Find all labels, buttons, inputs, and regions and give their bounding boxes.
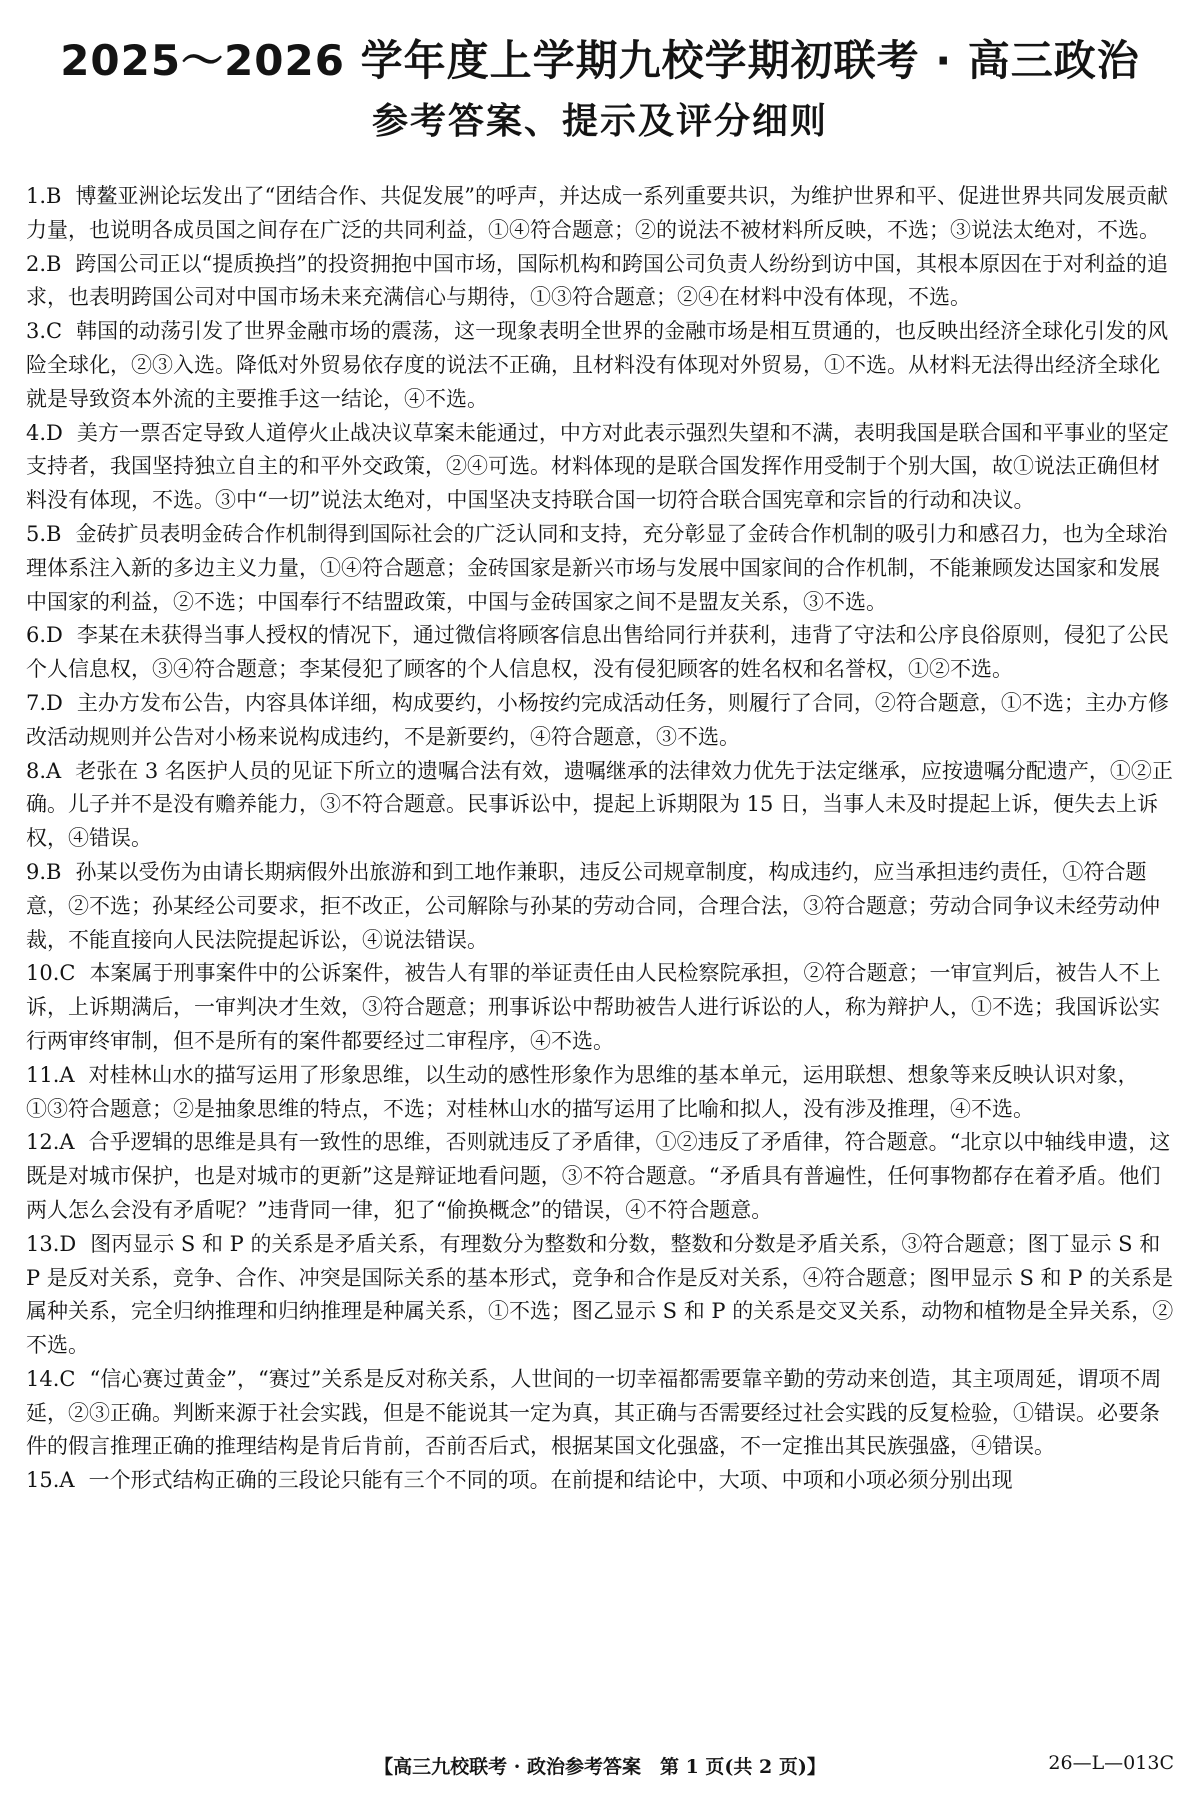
answer-item bbox=[26, 619, 1174, 687]
question-number: 8. bbox=[26, 758, 47, 783]
question-number: 7. bbox=[26, 690, 47, 715]
question-number: 13. bbox=[26, 1231, 60, 1256]
answer-explanation: 一个形式结构正确的三段论只能有三个不同的项。在前提和结论中，大项、中项和小项必须分别出现 bbox=[88, 1468, 1013, 1493]
question-number: 6. bbox=[26, 623, 47, 648]
answer-letter: A bbox=[46, 758, 62, 783]
answer-item bbox=[26, 180, 1174, 248]
answer-item bbox=[26, 856, 1174, 957]
answer-letter: D bbox=[59, 1231, 77, 1256]
answer-item bbox=[26, 417, 1174, 518]
answer-explanation: 金砖扩员表明金砖合作机制得到国际社会的广泛认同和支持，充分彰显了金砖合作机制的吸引力和感召力，也为全球治理体系注入新的多边主义力量，①④符合题意；金砖国家是新兴市场与发展中国家间的合作机制，不能兼顾发达国家和发展中国家的利益，②不选；中国奉行不结盟政策，中国与金砖国家之间不是盟友关系，③不选。 bbox=[26, 521, 1168, 614]
answer-item bbox=[26, 1228, 1174, 1363]
answer-explanation: 主办方发布公告，内容具体详细，构成要约，小杨按约完成活动任务，则履行了合同，②符合题意，①不选；主办方修改活动规则并公告对小杨来说构成违约，不是新要约，④符合题意，③不选。 bbox=[26, 690, 1169, 749]
answer-explanation: 孙某以受伤为由请长期病假外出旅游和到工地作兼职，违反公司规章制度，构成违约，应当承担违约责任，①符合题意，②不选；孙某经公司要求，拒不改正，公司解除与孙某的劳动合同，合理合法，③符合题意；劳动合同争议未经劳动仲裁，不能直接向人民法院提起诉讼，④说法错误。 bbox=[26, 859, 1160, 952]
answer-letter: B bbox=[46, 251, 62, 276]
question-number: 9. bbox=[26, 859, 47, 884]
answer-item bbox=[26, 687, 1174, 755]
answer-explanation: 跨国公司正以“提质换挡”的投资拥抱中国市场，国际机构和跨国公司负责人纷纷到访中国，其根本原因在于对利益的追求，也表明跨国公司对中国市场未来充满信心与期待，①③符合题意；②④在材料中没有体现，不选。 bbox=[26, 251, 1168, 310]
answer-item bbox=[26, 755, 1174, 856]
question-number: 2. bbox=[26, 251, 47, 276]
answer-explanation: “信心赛过黄金”，“赛过”关系是反对称关系，人世间的一切幸福都需要靠辛勤的劳动来创造，其主项周延，谓项不周延，②③正确。判断来源于社会实践，但是不能说其一定为真，其正确与否需要经过社会实践的反复检验，①错误。必要条件的假言推理正确的推理结构是肯后肯前，否前否后式，根据某国文化强盛，不一定推出其民族强盛，④错误。 bbox=[26, 1366, 1162, 1459]
answer-explanation: 对桂林山水的描写运用了形象思维，以生动的感性形象作为思维的基本单元，运用联想、想象等来反映认识对象，①③符合题意；②是抽象思维的特点，不选；对桂林山水的描写运用了比喻和拟人，没有涉及推理，④不选。 bbox=[26, 1062, 1139, 1121]
answer-explanation: 老张在 3 名医护人员的见证下所立的遗嘱合法有效，遗嘱继承的法律效力优先于法定继承，应按遗嘱分配遗产，①②正确。儿子并不是没有赡养能力，③不符合题意。民事诉讼中，提起上诉期限为 15 日，当事人未及时提起上诉，便失去上诉权，④错误。 bbox=[26, 758, 1173, 851]
question-number: 12. bbox=[26, 1130, 60, 1155]
answer-letter: D bbox=[46, 623, 63, 648]
question-number: 5. bbox=[26, 521, 47, 546]
answer-explanation: 合乎逻辑的思维是具有一致性的思维，否则就违反了矛盾律，①②违反了矛盾律，符合题意。“北京以中轴线申遗，这既是对城市保护，也是对城市的更新”这是辩证地看问题，③不符合题意。“矛盾具有普遍性，任何事物都存在着矛盾。他们两人怎么会没有矛盾呢？”违背同一律，犯了“偷换概念”的错误，④不符合题意。 bbox=[26, 1130, 1171, 1222]
footer-page-info: 【高三九校联考 · 政治参考答案 第 1 页(共 2 页)】 bbox=[374, 1756, 826, 1778]
page-footer bbox=[0, 1752, 1200, 1782]
question-number: 1. bbox=[26, 184, 47, 208]
answer-letter: C bbox=[59, 1366, 76, 1391]
answer-letter: A bbox=[59, 1468, 75, 1493]
answer-letter: A bbox=[59, 1130, 75, 1155]
answer-item bbox=[26, 1126, 1174, 1227]
question-number: 11. bbox=[26, 1062, 60, 1087]
answer-letter: B bbox=[46, 184, 62, 208]
question-number: 15. bbox=[26, 1468, 60, 1493]
answer-explanation: 韩国的动荡引发了世界金融市场的震荡，这一现象表明全世界的金融市场是相互贯通的，也反映出经济全球化引发的风险全球化，②③入选。降低对外贸易依存度的说法不正确，且材料没有体现对外贸易，①不选。从材料无法得出经济全球化就是导致资本外流的主要推手这一结论，④不选。 bbox=[26, 319, 1169, 411]
answer-explanation: 李某在未获得当事人授权的情况下，通过微信将顾客信息出售给同行并获利，违背了守法和公序良俗原则，侵犯了公民个人信息权，③④符合题意；李某侵犯了顾客的个人信息权，没有侵犯顾客的姓名权和名誉权，①②不选。 bbox=[26, 623, 1169, 682]
answer-list bbox=[26, 180, 1174, 1498]
page-subtitle: 参考答案、提示及评分细则 bbox=[371, 101, 828, 142]
question-number: 10. bbox=[26, 961, 60, 986]
answer-letter: C bbox=[59, 961, 76, 986]
answer-item bbox=[26, 957, 1174, 1058]
page-title: 2025～2026 学年度上学期九校学期初联考 · 高三政治 bbox=[60, 36, 1140, 85]
answer-item bbox=[26, 315, 1174, 416]
answer-item bbox=[26, 248, 1174, 316]
answer-explanation: 本案属于刑事案件中的公诉案件，被告人有罪的举证责任由人民检察院承担，②符合题意；一审宣判后，被告人不上诉，上诉期满后，一审判决才生效，③符合题意；刑事诉讼中帮助被告人进行诉讼的人，称为辩护人，①不选；我国诉讼实行两审终审制，但不是所有的案件都要经过二审程序，④不选。 bbox=[26, 961, 1161, 1053]
answer-letter: A bbox=[59, 1062, 75, 1087]
answer-explanation: 美方一票否定导致人道停火止战决议草案未能通过，中方对此表示强烈失望和不满，表明我国是联合国和平事业的坚定支持者，我国坚持独立自主的和平外交政策，②④可选。材料体现的是联合国发挥作用受制于个别大国，故①说法正确但材料没有体现，不选。③中“一切”说法太绝对，中国坚决支持联合国一切符合联合国宪章和宗旨的行动和决议。 bbox=[26, 420, 1169, 513]
answer-item bbox=[26, 1363, 1174, 1464]
answer-item bbox=[26, 518, 1174, 619]
question-number: 4. bbox=[26, 420, 47, 445]
answer-letter: B bbox=[46, 521, 62, 546]
answer-letter: D bbox=[46, 690, 63, 715]
answer-letter: B bbox=[46, 859, 62, 884]
answer-item bbox=[26, 1059, 1174, 1127]
answer-letter: C bbox=[46, 319, 63, 344]
question-number: 14. bbox=[26, 1366, 60, 1391]
answer-letter: D bbox=[46, 420, 63, 445]
footer-doc-code: 26—L—013C bbox=[1048, 1752, 1174, 1774]
question-number: 3. bbox=[26, 319, 47, 344]
answer-explanation: 博鳌亚洲论坛发出了“团结合作、共促发展”的呼声，并达成一系列重要共识，为维护世界和平、促进世界共同发展贡献力量，也说明各成员国之间存在广泛的共同利益，①④符合题意；②的说法不被材料所反映，不选；③说法太绝对，不选。 bbox=[26, 184, 1168, 242]
answer-explanation: 图丙显示 S 和 P 的关系是矛盾关系，有理数分为整数和分数，整数和分数是矛盾关系，③符合题意；图丁显示 S 和 P 是反对关系，竞争、合作、冲突是国际关系的基本形式，竞争和合作是反对关系，④符合题意；图甲显示 S 和 P 的关系是属种关系，完全归纳推理和归纳推理是种属关系，①不选；图乙显示 S 和 P 的关系是交叉关系，动物和植物是全异关系，②不选。 bbox=[26, 1231, 1174, 1358]
answer-item bbox=[26, 1464, 1174, 1498]
